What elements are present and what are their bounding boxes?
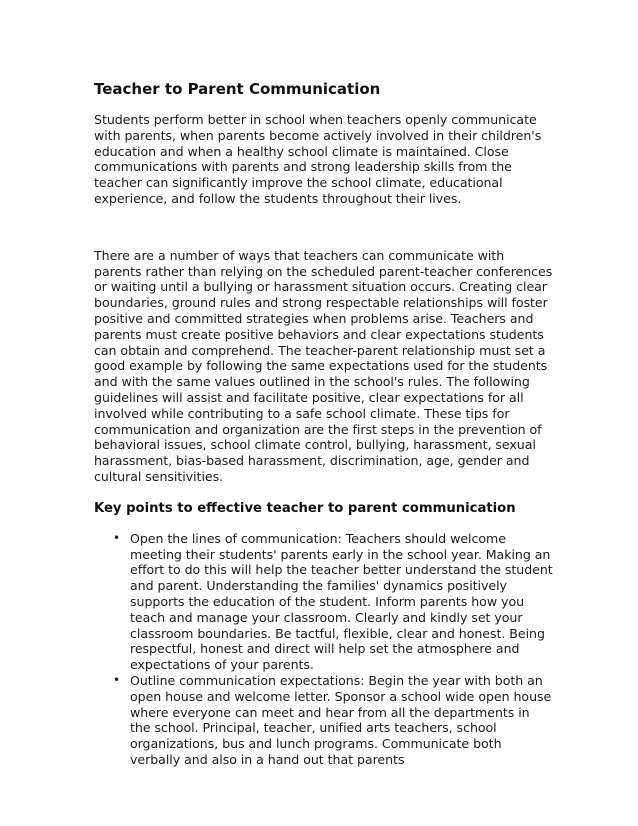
- key-points-heading: Key points to effective teacher to parent communication: [94, 500, 516, 516]
- key-points-list: [94, 531, 554, 768]
- document-page: [94, 80, 554, 768]
- intro-paragraph: Students perform better in school when teachers openly communicate with parents, when parents become actively involved in their children's education and when a healthy school climate is maintained. Close communications with parents and strong leadership skills from the teacher can significantly improve the school climate, educational experience, and follow the students throughout their lives.: [94, 112, 542, 206]
- document-title: Teacher to Parent Communication: [94, 80, 381, 98]
- list-item-text: Open the lines of communication: Teachers should welcome meeting their students' parents early in the school year. Making an effort to do this will help the teacher better understand the student and parent. Understanding the families' dynamics positively supports the education of the student. Inform parents how you teach and manage your classroom. Clearly and kindly set your classroom boundaries. Be tactful, flexible, clear and honest. Being respectful, honest and direct will help set the atmosphere and expectations of your parents.: [130, 530, 553, 673]
- list-item: [112, 673, 554, 768]
- body-paragraph: There are a number of ways that teachers can communicate with parents rather than relying on the scheduled parent-teacher conferences or waiting until a bullying or harassment situation occurs. Creating clear boundaries, ground rules and strong respectable relationships will foster positive and committed strategies when problems arise. Teachers and parents must create positive behaviors and clear expectations students can obtain and comprehend. The teacher-parent relationship must set a good example by following the same expectations used for the students and with the same values outlined in the school's rules. The following guidelines will assist and facilitate positive, clear expectations for all involved while contributing to a safe school climate. These tips for communication and organization are the first steps in the prevention of behavioral issues, school climate control, bullying, harassment, sexual harassment, bias-based harassment, discrimination, age, gender and cultural sensitivities.: [94, 247, 553, 484]
- bullet-icon: •: [113, 530, 121, 545]
- list-item-text: Outline communication expectations: Begin the year with both an open house and welcome letter. Sponsor a school wide open house where everyone can meet and hear from all the departments in the school. Principal, teacher, unified arts teachers, school organizations, bus and lunch programs. Communicate both verbally and also in a hand out that parents: [130, 672, 552, 767]
- list-item: [112, 531, 554, 673]
- bullet-icon: •: [113, 672, 121, 687]
